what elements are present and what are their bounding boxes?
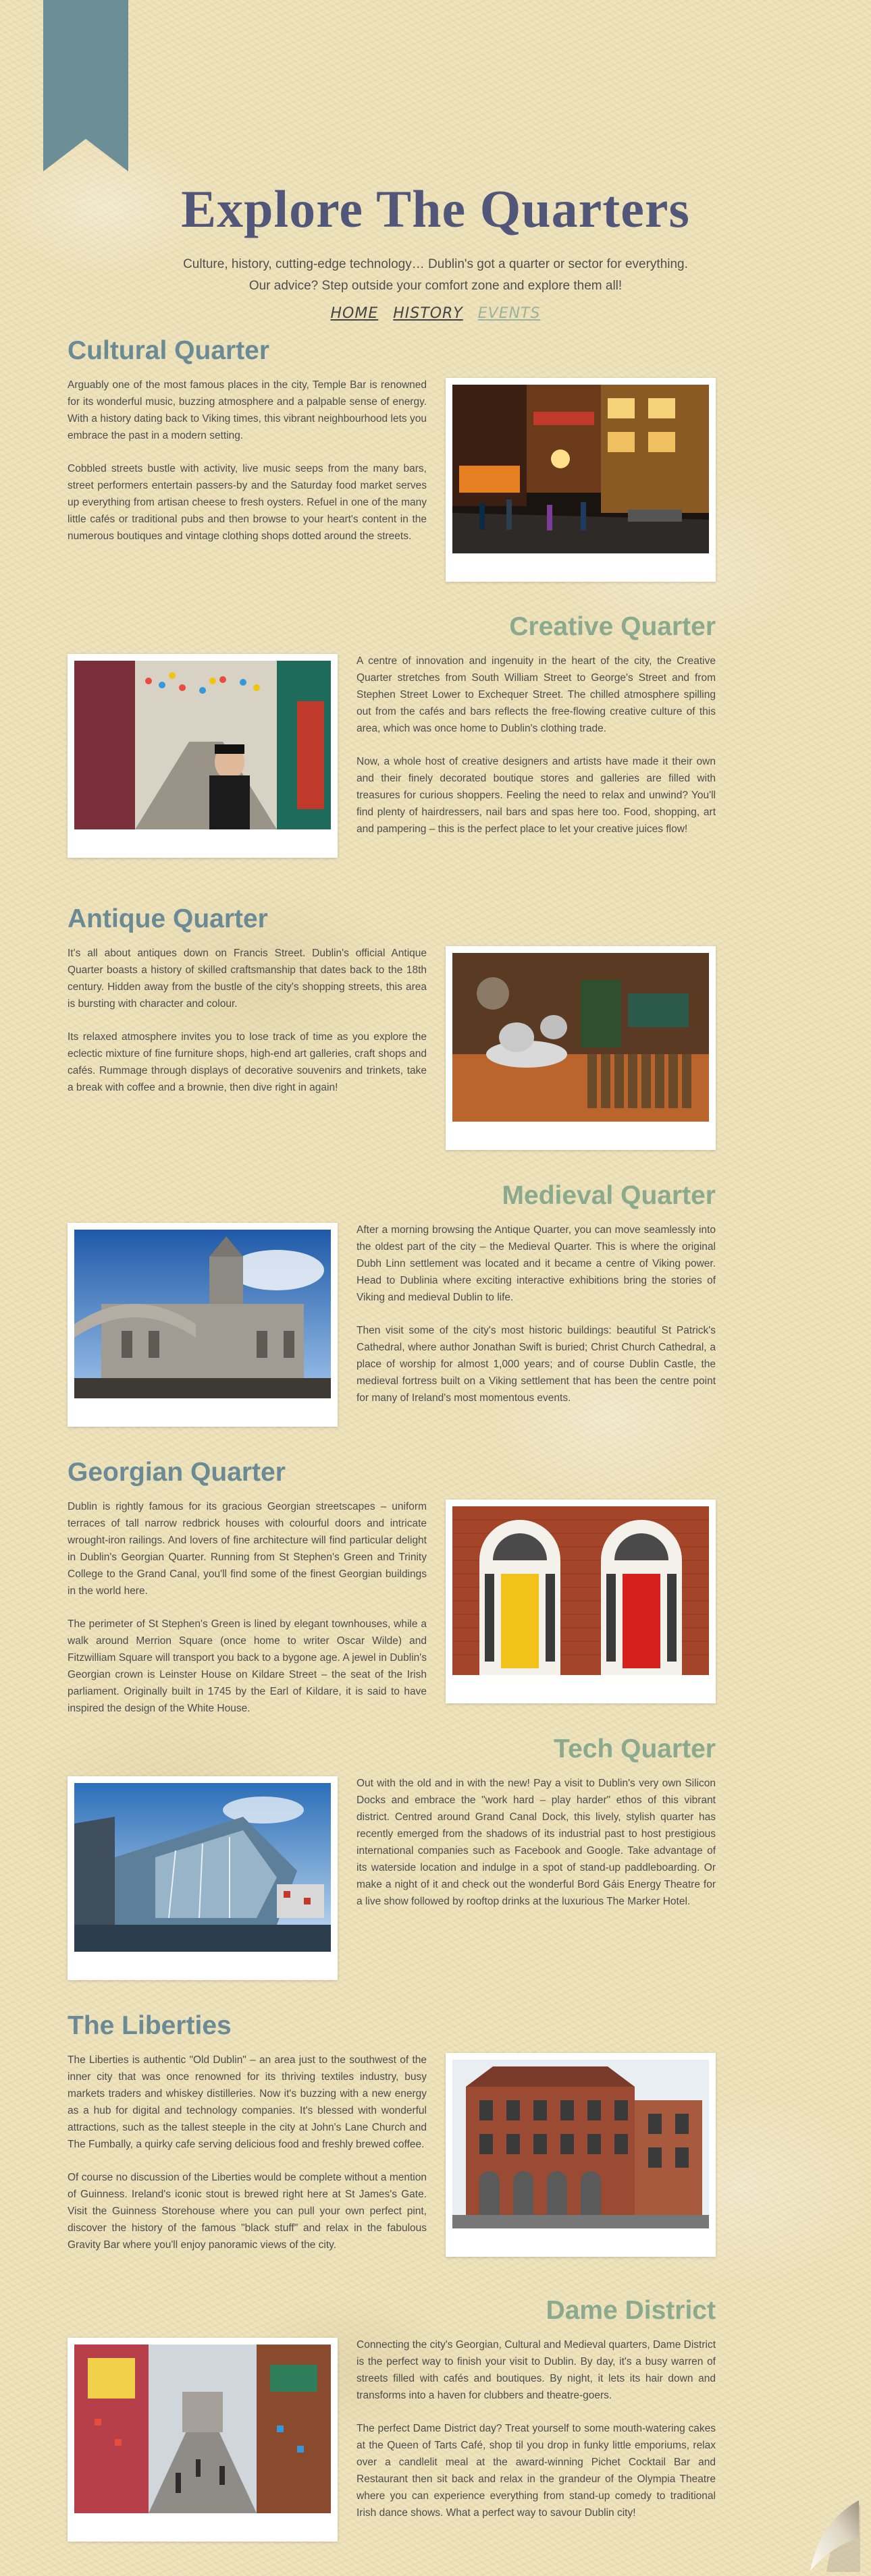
bookmark-ribbon — [43, 0, 128, 171]
section-title: Dame District — [546, 2296, 716, 2325]
paragraph: Cobbled streets bustle with activity, live music seeps from the many bars, street performers entertain passers-by and the Saturday food market serves up everything from artisan cheese to fresh oysters. Refuel in one of the many little cafés or traditional pubs and then browse to your heart's content in the numerous boutiques and vintage clothing shops dotted around the streets. — [68, 463, 427, 542]
tagline-line-1: Culture, history, cutting-edge technology… Dublin's got a quarter or sector for everything. — [183, 257, 688, 271]
antiques-photo — [446, 946, 716, 1150]
section-text — [68, 377, 427, 545]
section-title: Antique Quarter — [68, 904, 268, 933]
paragraph: Connecting the city's Georgian, Cultural and Medieval quarters, Dame District is the perfect way to finish your visit to Dublin. By day, it's a busy warren of streets filled with cafés and boutiques. By night, it lets its hair down and transforms into a haven for clubbers and theatre-goers. — [357, 2339, 716, 2401]
christ-church-photo — [68, 1223, 338, 1427]
section-text — [68, 1498, 427, 1717]
liberties-image — [452, 2060, 709, 2228]
paragraph: It's all about antiques down on Francis Street. Dublin's official Antique Quarter boasts a history of skilled craftsmanship that dates back to the 18th century. Hidden away from the bustle of the city's shopping streets, this area is bursting with character and colour. — [68, 948, 427, 1010]
nav-events-link[interactable]: EVENTS — [477, 305, 541, 322]
main-nav — [0, 305, 871, 322]
georgian-doors-image — [452, 1506, 709, 1675]
nav-home-link[interactable]: HOME — [330, 305, 379, 322]
section-title: Creative Quarter — [509, 612, 716, 641]
section-text — [357, 1222, 716, 1406]
section-text — [68, 945, 427, 1096]
paragraph: Now, a whole host of creative designers and artists have made it their own and their finely decorated boutique stores and galleries are filled with treasures for curious shoppers. Feeling the need to relax and unwind? You'll find plenty of hairdressers, nail bars and spas here too. Food, shopping, art and pampering – this is the perfect place to let your creative juices flow! — [357, 756, 716, 835]
bord-gais-theatre-photo — [68, 1776, 338, 1980]
creative-street-image — [74, 661, 331, 829]
antiques-image — [452, 953, 709, 1122]
creative-quarter-photo — [68, 654, 338, 858]
dame-street-image — [74, 2345, 331, 2513]
temple-bar-photo — [446, 378, 716, 582]
tagline-line-2: Our advice? Step outside your comfort zone and explore them all! — [248, 279, 623, 293]
paragraph: Then visit some of the city's most historic buildings: beautiful St Patrick's Cathedral, where author Jonathan Swift is buried; Christ Church Cathedral, a place of worship for almost 1,000 years; and of course Dublin Castle, the medieval fortress built on a Viking settlement that has been the centre point for many of Ireland's most momentous events. — [357, 1325, 716, 1404]
section-text — [357, 2336, 716, 2521]
section-text — [68, 2052, 427, 2253]
temple-bar-image — [452, 385, 709, 553]
dame-street-photo — [68, 2338, 338, 2542]
page-header — [0, 175, 871, 322]
paragraph: Arguably one of the most famous places in the city, Temple Bar is renowned for its wonderful music, buzzing atmosphere and a palpable sense of energy. With a history dating back to Viking times, this vibrant neighbourhood lets you embrace the past in a modern setting. — [68, 379, 427, 441]
page-tagline — [0, 254, 871, 297]
georgian-doors-photo — [446, 1500, 716, 1703]
liberties-building-photo — [446, 2053, 716, 2257]
paragraph: After a morning browsing the Antique Quarter, you can move seamlessly into the oldest part of the city – the Medieval Quarter. This is where the original Dubh Linn settlement was located and it became a centre of Viking power. Head to Dublinia where exciting interactive exhibitions bring the stories of Viking and medieval Dublin to life. — [357, 1224, 716, 1303]
paragraph: The perfect Dame District day? Treat yourself to some mouth-watering cakes at the Queen of Tarts Café, shop til you drop in funky little emporiums, relax over a candlelit meal at the award-winning Pichet Cocktail Bar and Restaurant then sit back and relax in the grandeur of the Olympia Theatre where you can experience everything from stand-up comedy to traditional Irish dance shows. What a perfect way to savour Dublin city! — [357, 2423, 716, 2519]
section-title: Medieval Quarter — [502, 1181, 716, 1210]
section-title: The Liberties — [68, 2011, 232, 2040]
paragraph: Dublin is rightly famous for its gracious Georgian streetscapes – uniform terraces of tall narrow redbrick houses with colourful doors and intricate wrought-iron railings. And lovers of fine architecture will find particular delight in Dublin's Georgian Quarter. Running from St Stephen's Green and Trinity College to the Grand Canal, you'll find some of the finest Georgian buildings in the world here. — [68, 1501, 427, 1597]
page-curl-icon[interactable] — [779, 2498, 860, 2572]
paragraph: Out with the old and in with the new! Pay a visit to Dublin's very own Silicon Docks and embrace the "work hard – play harder" ethos of this vibrant district. Centred around Grand Canal Dock, this lively, stylish quarter has recently emerged from the shadows of its industrial past to host prestigious international companies such as Facebook and Google. Take advantage of its waterside location and indulge in a spot of stand-up paddleboarding. Or make a night of it and check out the wonderful Bord Gáis Energy Theatre for a live show followed by rooftop drinks at the luxurious The Marker Hotel. — [357, 1778, 716, 1907]
section-text — [357, 1775, 716, 1910]
section-text — [357, 653, 716, 838]
paragraph: Of course no discussion of the Liberties would be complete without a mention of Guinness. Ireland's iconic stout is brewed right here at St James's Gate. Visit the Guinness Storehouse where you can pull your own perfect pint, discover the history of the famous "black stuff" and relax in the fabulous Gravity Bar where you'll enjoy panoramic views of the city. — [68, 2172, 427, 2251]
cathedral-image — [74, 1230, 331, 1398]
theatre-image — [74, 1783, 331, 1952]
paragraph: Its relaxed atmosphere invites you to lose track of time as you explore the eclectic mixture of fine furniture shops, high-end art galleries, craft shops and cafés. Rummage through displays of decorative souvenirs and trinkets, take a break with coffee and a brownie, then dive right in again! — [68, 1031, 427, 1093]
section-title: Georgian Quarter — [68, 1458, 286, 1487]
page-title: Explore The Quarters — [181, 180, 690, 238]
paragraph: The perimeter of St Stephen's Green is lined by elegant townhouses, while a walk around Merrion Square (once home to writer Oscar Wilde) and Fitzwilliam Square will transport you back to a bygone age. A jewel in Dublin's Georgian crown is Leinster House on Kildare Street – the seat of the Irish parliament. Originally built in 1745 by the Earl of Kildare, it is said to have inspired the design of the White House. — [68, 1618, 427, 1714]
section-title: Cultural Quarter — [68, 336, 270, 365]
section-title: Tech Quarter — [554, 1734, 716, 1763]
paragraph: The Liberties is authentic "Old Dublin" – an area just to the southwest of the inner city that was once renowned for its thriving textiles industry, busy markets traders and whiskey distilleries. Now it's buzzing with a new energy as a hub for digital and technology companies. It's blessed with wonderful attractions, such as the tallest steeple in the city at John's Lane Church and The Fumbally, a quirky cafe serving delicious food and freshly brewed coffee. — [68, 2054, 427, 2150]
nav-history-link[interactable]: HISTORY — [393, 305, 463, 322]
paragraph: A centre of innovation and ingenuity in the heart of the city, the Creative Quarter stretches from South William Street to George's Street and from Stephen Street Lower to Exchequer Street. The chilled atmosphere spilling out from the cafés and bars reflects the free-flowing creative culture of this area, which was once home to Dublin's clothing trade. — [357, 655, 716, 734]
